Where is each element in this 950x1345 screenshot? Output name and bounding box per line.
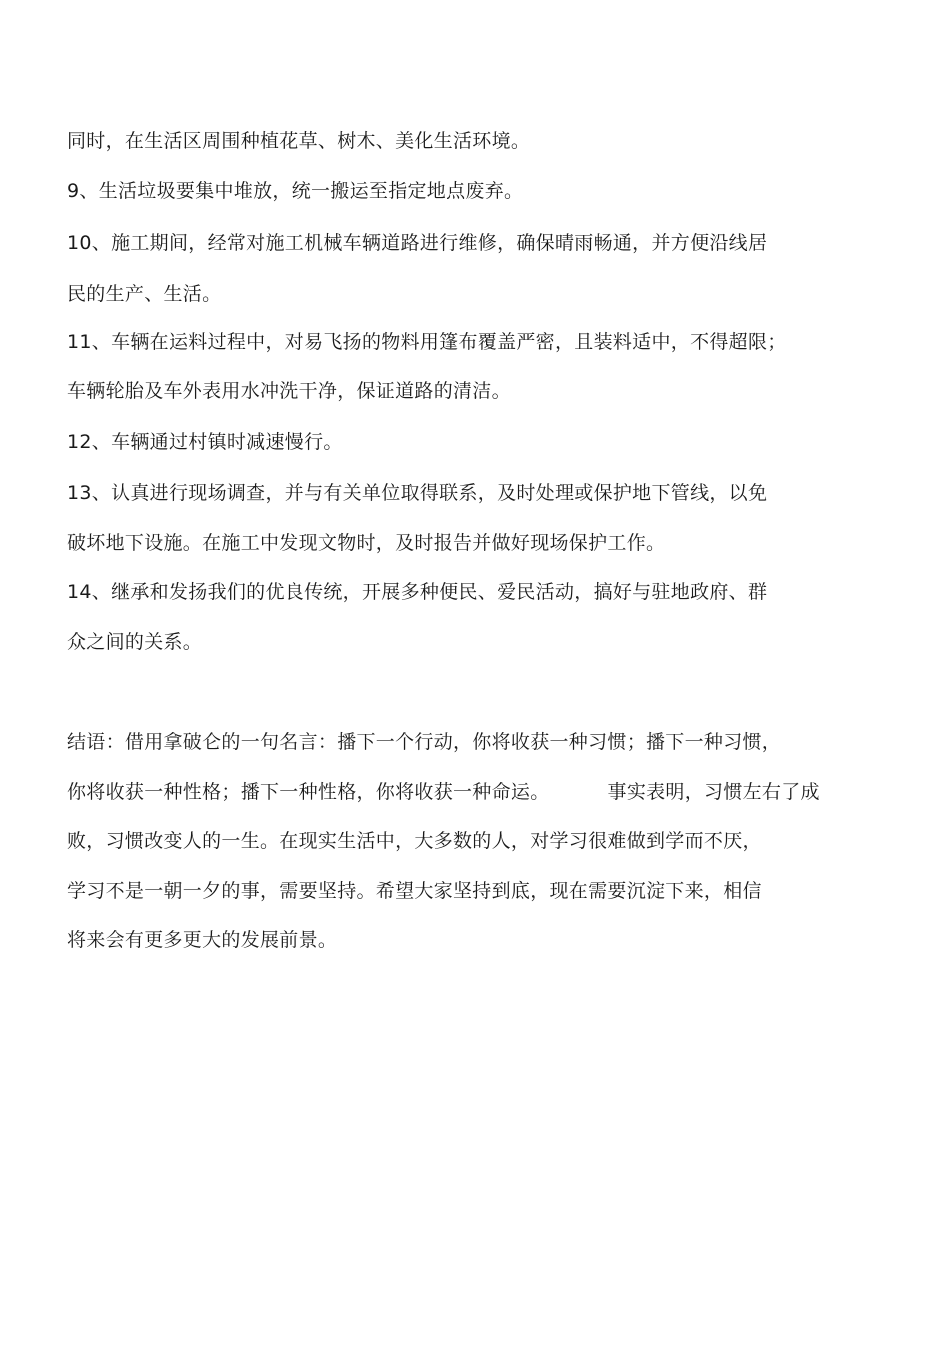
item-10-road-maintenance: 10、施工期间，经常对施工机械车辆道路进行维修，确保晴雨畅通，并方便沿线居 xyxy=(67,232,768,254)
item-10-continuation: 民的生产、生活。 xyxy=(67,283,222,305)
conclusion-line-4: 学习不是一朝一夕的事，需要坚持。希望大家坚持到底，现在需要沉淀下来，相信 xyxy=(67,880,762,902)
item-9-garbage: 9、生活垃圾要集中堆放，统一搬运至指定地点废弃。 xyxy=(67,180,524,202)
item-14-traditions: 14、继承和发扬我们的优良传统，开展多种便民、爱民活动，搞好与驻地政府、群 xyxy=(67,581,768,603)
item-11-continuation: 车辆轮胎及车外表用水冲洗干净，保证道路的清洁。 xyxy=(67,380,511,402)
item-11-vehicle-transport: 11、车辆在运料过程中，对易飞扬的物料用篷布覆盖严密，且装料适中，不得超限； xyxy=(67,331,787,353)
conclusion-line-1: 结语：借用拿破仑的一句名言：播下一个行动，你将收获一种习惯；播下一种习惯， xyxy=(67,731,782,753)
item-13-site-survey: 13、认真进行现场调查，并与有关单位取得联系，及时处理或保护地下管线，以免 xyxy=(67,482,768,504)
item-13-continuation: 破坏地下设施。在施工中发现文物时，及时报告并做好现场保护工作。 xyxy=(67,532,666,554)
conclusion-line-2-part-a: 你将收获一种性格；播下一种性格，你将收获一种命运。 xyxy=(67,781,550,803)
text-line-environment: 同时，在生活区周围种植花草、树木、美化生活环境。 xyxy=(67,130,531,152)
conclusion-line-2 xyxy=(67,780,820,804)
conclusion-line-2-part-b: 事实表明，习惯左右了成 xyxy=(607,781,820,803)
conclusion-line-5: 将来会有更多更大的发展前景。 xyxy=(67,929,338,951)
item-14-continuation: 众之间的关系。 xyxy=(67,631,203,653)
conclusion-line-3: 败，习惯改变人的一生。在现实生活中，大多数的人，对学习很难做到学而不厌， xyxy=(67,830,762,852)
item-12-slow-down: 12、车辆通过村镇时减速慢行。 xyxy=(67,431,343,453)
